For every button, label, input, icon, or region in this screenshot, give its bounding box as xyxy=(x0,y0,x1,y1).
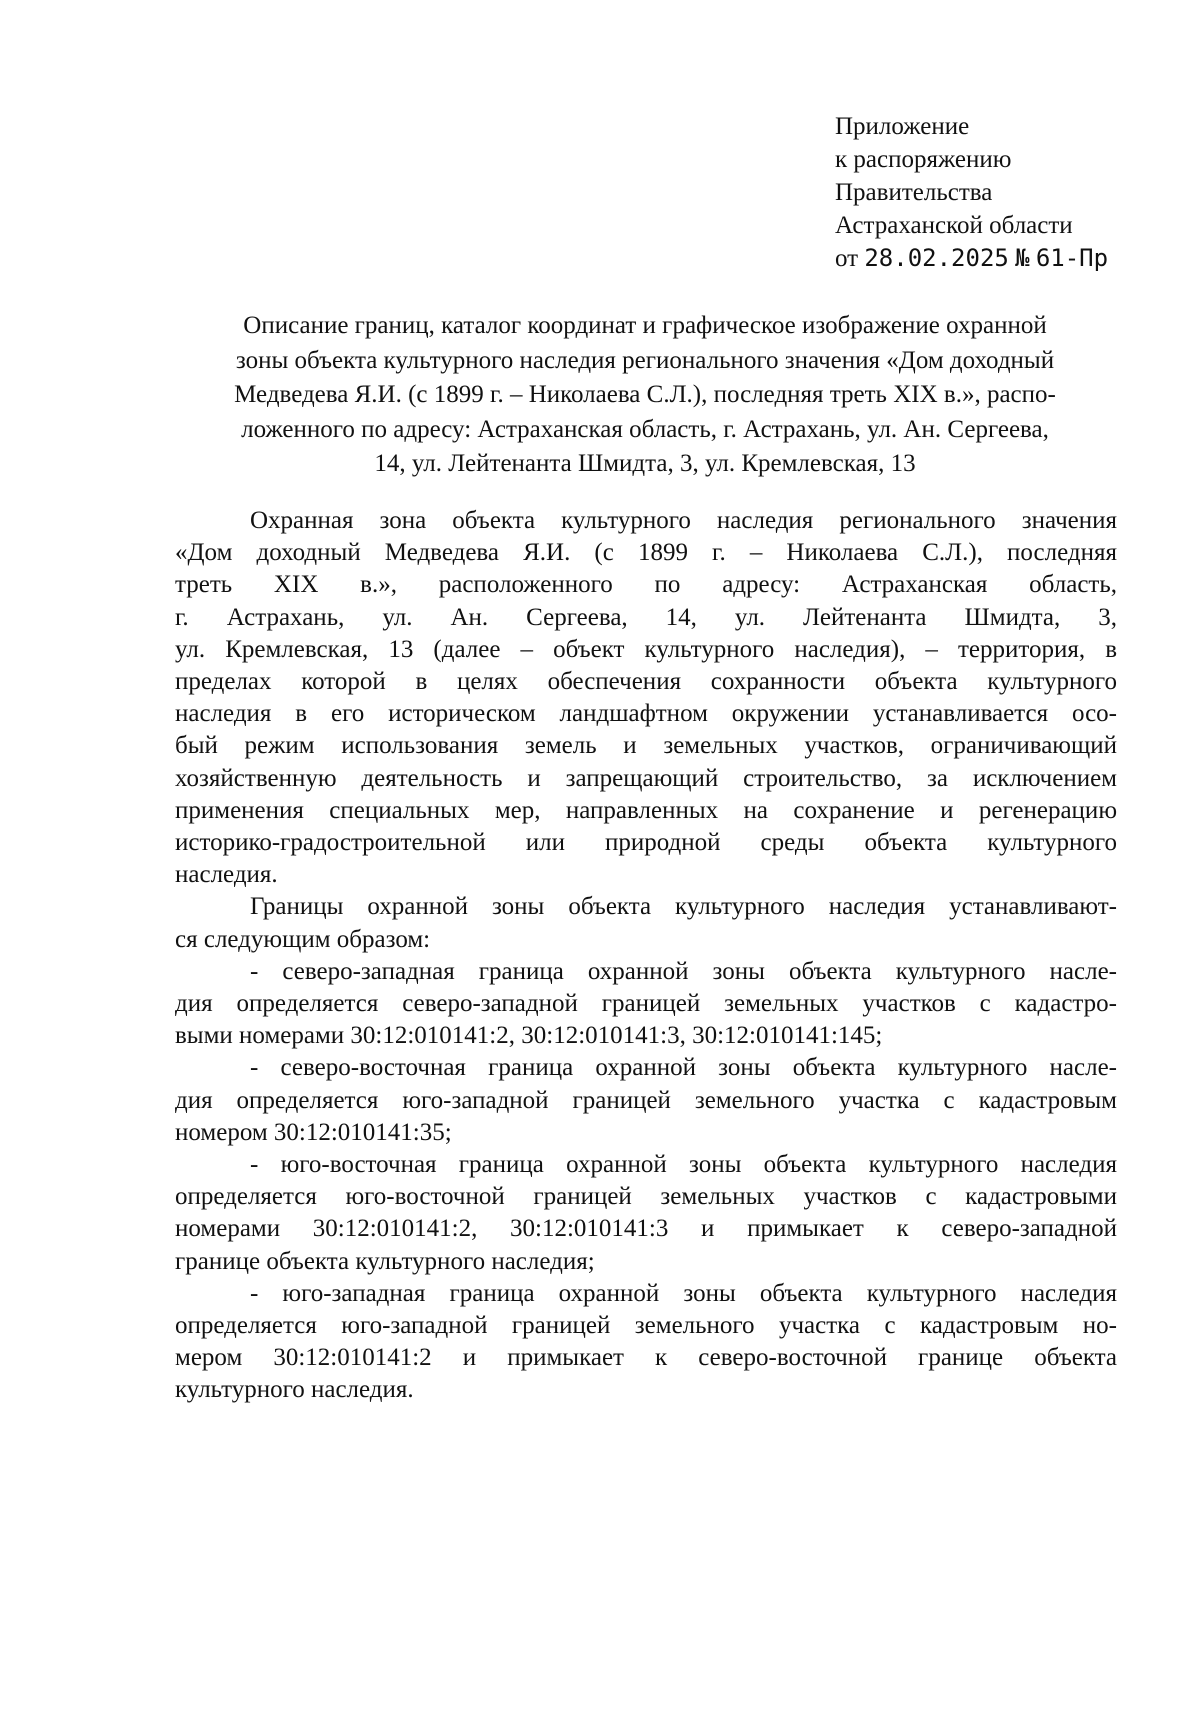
text-line: историко-градостроительной или природной среды объекта культурного xyxy=(175,829,1117,857)
text-line: дия определяется северо-западной границей земельных участков с кадастро- xyxy=(175,990,1117,1018)
text-line: Границы охранной зоны объекта культурного наследия устанавливают- xyxy=(250,893,1117,921)
text-line: - северо-восточная граница охранной зоны объекта культурного насле- xyxy=(250,1054,1117,1082)
text-line: треть XIX в.», расположенного по адресу: Астраханская область, xyxy=(175,571,1117,599)
text-line: Охранная зона объекта культурного наследия регионального значения xyxy=(250,507,1117,534)
paragraph-northwest-boundary xyxy=(175,956,1117,1053)
text-line: дия определяется юго-западной границей земельного участка с кадастровым xyxy=(175,1086,1117,1114)
appendix-line-3: Правительства xyxy=(835,179,993,206)
paragraph-southwest-boundary xyxy=(175,1278,1117,1407)
document-body xyxy=(175,505,1117,1407)
text-line: бый режим использования земель и земельных участков, ограничивающий xyxy=(175,732,1117,760)
text-line: пределах которой в целях обеспечения сохранности объекта культурного xyxy=(175,668,1117,696)
text-line: «Дом доходный Медведева Я.И. (с 1899 г. – Николаева С.Л.), последняя xyxy=(175,539,1117,567)
text-line: мером 30:12:010141:2 и примыкает к северо-восточной границе объекта xyxy=(175,1344,1117,1372)
text-line: наследия в его историческом ландшафтном окружении устанавливается осо- xyxy=(175,700,1117,728)
appendix-line-1: Приложение xyxy=(835,113,970,140)
text-line: границе объекта культурного наследия; xyxy=(175,1247,595,1275)
paragraph-definition xyxy=(175,505,1117,891)
text-line: применения специальных мер, направленных на сохранение и регенерацию xyxy=(175,796,1117,824)
text-line: - юго-восточная граница охранной зоны объекта культурного наследия xyxy=(250,1151,1117,1179)
appendix-line-4: Астраханской области xyxy=(835,212,1073,239)
text-line: выми номерами 30:12:010141:2, 30:12:010141:3, 30:12:010141:145; xyxy=(175,1022,883,1050)
text-line: номером 30:12:010141:35; xyxy=(175,1118,452,1146)
title-line: Описание границ, каталог координат и графическое изображение охранной xyxy=(243,312,1047,339)
text-line: культурного наследия. xyxy=(175,1376,414,1404)
text-line: определяется юго-западной границей земельного участка с кадастровым но- xyxy=(175,1312,1117,1340)
appendix-date-line xyxy=(835,242,1175,275)
document-title xyxy=(170,309,1120,482)
title-line: ложенного по адресу: Астраханская область, г. Астрахань, ул. Ан. Сергеева, xyxy=(241,415,1049,443)
title-line: зоны объекта культурного наследия регионального значения «Дом доходный xyxy=(235,346,1055,374)
date-prefix: от xyxy=(835,245,859,272)
text-line: - северо-западная граница охранной зоны объекта культурного насле- xyxy=(250,957,1117,985)
number-sign: № xyxy=(1015,244,1030,272)
text-line: определяется юго-восточной границей земельных участков с кадастровыми xyxy=(175,1183,1117,1211)
paragraph-southeast-boundary xyxy=(175,1149,1117,1278)
text-line: хозяйственную деятельность и запрещающий строительство, за исключением xyxy=(175,764,1117,792)
date-value: 28.02.2025 xyxy=(864,244,1009,272)
text-line: - юго-западная граница охранной зоны объекта культурного наследия xyxy=(250,1279,1117,1307)
appendix-line-2: к распоряжению xyxy=(835,146,1012,173)
paragraph-boundaries-intro xyxy=(175,891,1117,955)
number-value: 61-Пр xyxy=(1035,244,1109,272)
text-line: г. Астрахань, ул. Ан. Сергеева, 14, ул. Лейтенанта Шмидта, 3, xyxy=(175,603,1117,631)
text-line: ул. Кремлевская, 13 (далее – объект культурного наследия), – территория, в xyxy=(175,635,1117,663)
title-line: 14, ул. Лейтенанта Шмидта, 3, ул. Кремлевская, 13 xyxy=(374,450,916,477)
text-line: наследия. xyxy=(175,861,278,889)
text-line: ся следующим образом: xyxy=(175,925,431,953)
appendix-header xyxy=(835,110,1175,275)
text-line: номерами 30:12:010141:2, 30:12:010141:3 и примыкает к северо-западной xyxy=(175,1215,1117,1243)
title-line: Медведева Я.И. (с 1899 г. – Николаева С.Л.), последняя треть XIX в.», распо- xyxy=(234,381,1056,408)
paragraph-northeast-boundary xyxy=(175,1052,1117,1149)
